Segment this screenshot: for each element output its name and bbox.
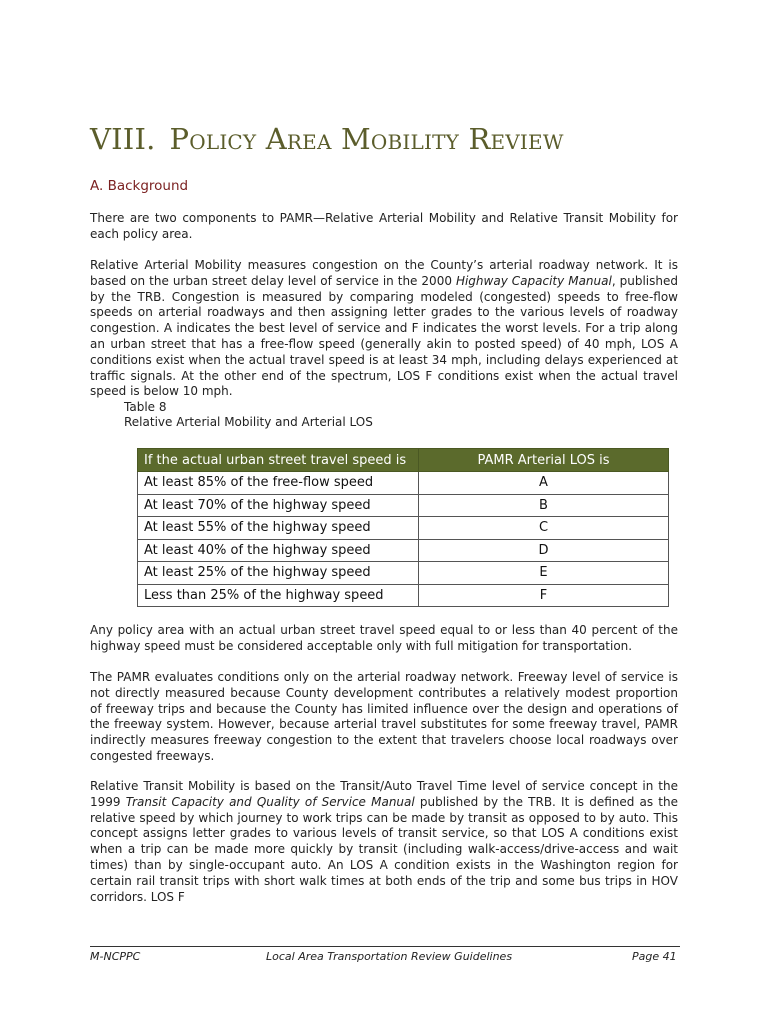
table-row <box>138 584 669 607</box>
row-los: A <box>419 472 669 495</box>
paragraph-arterial-mobility-part1: Relative Arterial Mobility measures congestion on the County’s arterial roadway network. It is based on the urban street delay level of service in the 2000 <box>90 258 678 288</box>
transit-capacity-manual-title: Transit Capacity and Quality of Service Manual <box>125 794 415 809</box>
chapter-title <box>90 122 564 156</box>
table-row <box>138 562 669 585</box>
row-speed: At least 40% of the highway speed <box>138 539 419 562</box>
footer-page-number: Page 41 <box>632 950 677 963</box>
table-row <box>138 494 669 517</box>
paragraph-acceptable-speed: Any policy area with an actual urban street travel speed equal to or less than 40 percent of the highway speed must be considered acceptable only with full mitigation for transportation. <box>90 623 678 653</box>
row-los: C <box>419 517 669 540</box>
header-los: PAMR Arterial LOS is <box>419 449 669 472</box>
paragraph-transit-mobility-part2: published by the TRB. It is defined as the relative speed by which journey to work trips can be made by transit as opposed to by auto. This concept assigns letter grades to various levels of transit service, so that LOS A conditions exist when a trip can be made more quickly by transit (including walk-access/drive-access and wait times) than by single-occupant auto. An LOS A condition exists in the Washington region for certain rail transit trips with short walk times at both ends of the trip and some bus trips in HOV corridors. LOS F <box>90 794 678 904</box>
footer-rule <box>90 946 680 947</box>
header-speed: If the actual urban street travel speed is <box>138 449 419 472</box>
table-caption-number: Table 8 <box>124 400 167 414</box>
row-los: F <box>419 584 669 607</box>
footer-left: M-NCPPC <box>90 950 141 963</box>
paragraph-arterial-mobility-part2: , published by the TRB. Congestion is measured by comparing modeled (congested) speeds to free-flow speeds on arterial roadways and then assigning letter grades to the various levels of roadway congestion. A indicates the best level of service and F indicates the worst levels. For a trip along an urban street that has a free-flow speed (generally akin to posted speed) of 40 mph, LOS A conditions exist when the actual travel speed is at least 34 mph, including delays experienced at traffic signals. At the other end of the spectrum, LOS F conditions exist when the actual travel speed is below 10 mph. <box>90 273 678 399</box>
paragraph-freeway: The PAMR evaluates conditions only on the arterial roadway network. Freeway level of service is not directly measured because County development contributes a relatively modest proportion of freeway trips and because the County has limited influence over the design and operations of the freeway system. However, because arterial travel substitutes for some freeway travel, PAMR indirectly measures freeway congestion to the extent that travelers choose local roadways over congested freeways. <box>90 670 678 763</box>
paragraph-arterial-mobility <box>90 258 678 400</box>
table-caption-title: Relative Arterial Mobility and Arterial LOS <box>124 415 373 429</box>
footer-center: Local Area Transportation Review Guidelines <box>266 950 513 963</box>
table-row <box>138 472 669 495</box>
paragraph-transit-mobility <box>90 779 678 905</box>
row-los: B <box>419 494 669 517</box>
row-speed: Less than 25% of the highway speed <box>138 584 419 607</box>
section-heading: A. Background <box>90 178 189 194</box>
table-row <box>138 517 669 540</box>
arterial-los-table <box>137 448 669 607</box>
row-speed: At least 85% of the free-flow speed <box>138 472 419 495</box>
table-header-row <box>138 449 669 472</box>
row-speed: At least 55% of the highway speed <box>138 517 419 540</box>
chapter-number: VIII. <box>90 122 156 156</box>
row-speed: At least 25% of the highway speed <box>138 562 419 585</box>
paragraph-transit-mobility-part1: Relative Transit Mobility is based on the Transit/Auto Travel Time level of service concept in the 1999 <box>90 779 678 809</box>
row-speed: At least 70% of the highway speed <box>138 494 419 517</box>
chapter-title-text: Policy Area Mobility Review <box>169 122 564 156</box>
paragraph-components: There are two components to PAMR—Relative Arterial Mobility and Relative Transit Mobility for each policy area. <box>90 211 678 241</box>
row-los: D <box>419 539 669 562</box>
highway-capacity-manual-title: Highway Capacity Manual <box>455 273 612 288</box>
row-los: E <box>419 562 669 585</box>
table-row <box>138 539 669 562</box>
